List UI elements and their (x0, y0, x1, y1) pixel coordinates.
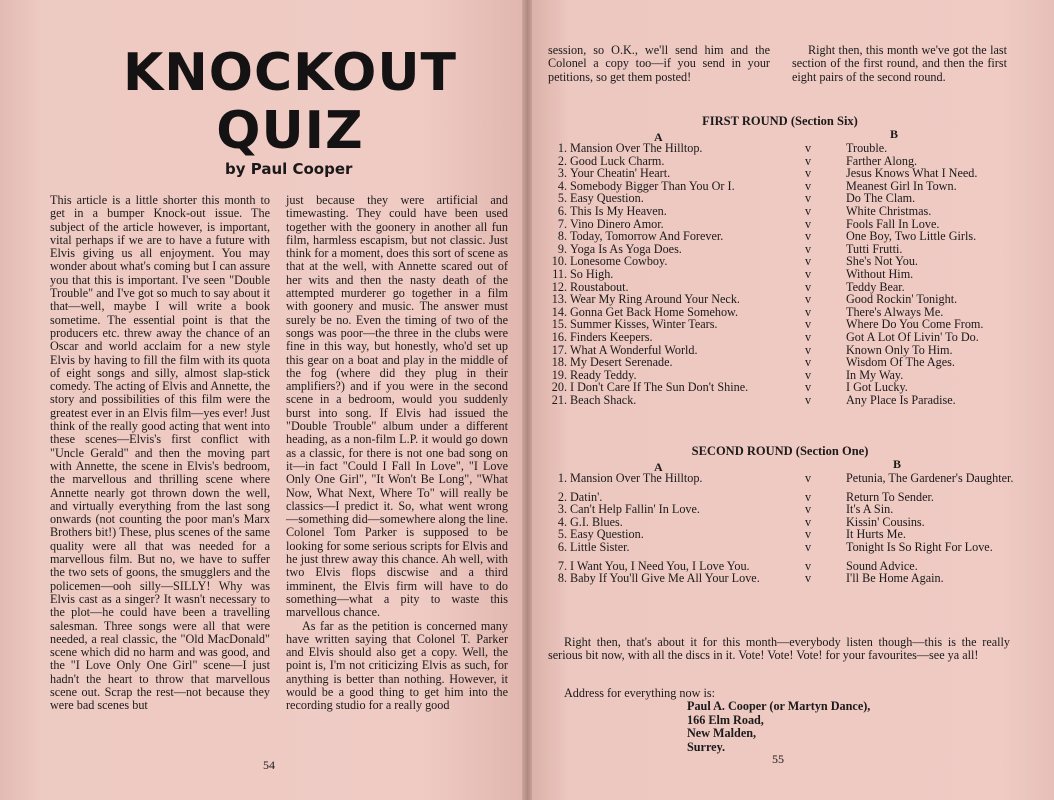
title-line-1: KNOCKOUT (122, 43, 458, 103)
song-a: Ready Teddy. (570, 367, 637, 382)
versus-mark: v (804, 317, 812, 332)
pair-number: 5. (557, 527, 567, 542)
pair-number: 3. (557, 502, 567, 517)
song-a: Vino Dinero Amor. (570, 216, 664, 231)
pair-number: 11. (552, 266, 567, 281)
song-b: Without Him. (846, 266, 914, 281)
closing-text (548, 636, 1010, 663)
pair-number: 5. (557, 191, 567, 206)
song-b: Good Rockin' Tonight. (846, 292, 958, 307)
round1-col-b-label: B (890, 127, 899, 141)
paragraph: As far as the petition is concerned many have written saying that Colonel T. Parker and Elvis should also get a copy. Well, the point is, I'm not criticizing Elvis as such, for anything is better than nothing. However, it would be a good thing to get him into the recording studio for a really good (286, 618, 508, 713)
pair-number: 15. (551, 317, 567, 332)
quiz-pair (548, 356, 1018, 369)
versus-mark: v (804, 141, 812, 155)
round2-col-b-label: B (893, 457, 902, 471)
versus-mark: v (804, 292, 812, 307)
page-number-left: 54 (263, 758, 275, 772)
versus-mark: v (804, 166, 812, 181)
song-a: Datin'. (570, 489, 603, 504)
song-b: Wisdom Of The Ages. (846, 355, 955, 370)
pair-number: 7. (557, 558, 567, 573)
song-b: Petunia, The Gardener's Daughter. (846, 471, 1014, 485)
pair-number: 14. (551, 304, 567, 319)
song-a: Somebody Bigger Than You Or I. (570, 178, 735, 193)
pair-number: 1. (557, 141, 567, 155)
song-a: I Want You, I Need You, I Love You. (570, 558, 750, 573)
versus-mark: v (804, 229, 812, 244)
song-a: Roustabout. (570, 279, 629, 294)
quiz-pair (548, 572, 1018, 585)
versus-mark: v (804, 203, 812, 218)
song-a: Gonna Get Back Home Somehow. (570, 304, 739, 319)
address (687, 700, 870, 754)
song-b: There's Always Me. (846, 304, 944, 319)
pair-number: 6. (557, 203, 567, 218)
versus-mark: v (804, 392, 812, 407)
pair-number: 8. (557, 571, 567, 586)
song-a: Easy Question. (570, 527, 644, 542)
versus-mark: v (804, 558, 812, 573)
quiz-pair (548, 142, 1018, 155)
song-b: It's A Sin. (846, 502, 894, 517)
song-a: Finders Keepers. (570, 329, 653, 344)
quiz-pair (548, 503, 1018, 516)
song-b: Meanest Girl In Town. (846, 178, 957, 193)
song-b: Where Do You Come From. (846, 317, 984, 332)
song-a: Baby If You'll Give Me All Your Love. (570, 571, 760, 586)
song-a: Beach Shack. (570, 392, 637, 407)
versus-mark: v (804, 216, 812, 231)
song-b: Tutti Frutti. (846, 241, 903, 256)
article-title (110, 44, 470, 160)
quiz-pair (548, 230, 1018, 243)
address-line: New Malden, (687, 726, 757, 740)
quiz-pair (548, 268, 1018, 281)
address-label: Address for everything now is: (564, 686, 715, 700)
versus-mark: v (804, 178, 812, 193)
pair-number: 21. (551, 392, 567, 407)
versus-mark: v (804, 489, 812, 504)
song-a: Today, Tomorrow And Forever. (570, 229, 724, 244)
pair-number: 4. (557, 178, 567, 193)
versus-mark: v (804, 367, 812, 382)
versus-mark: v (804, 380, 812, 395)
pair-number: 2. (557, 153, 567, 168)
versus-mark: v (804, 527, 812, 542)
song-a: Yoga Is As Yoga Does. (570, 241, 682, 256)
round1-col-a-label: A (654, 130, 663, 144)
pair-number: 3. (557, 166, 567, 181)
song-b: It Hurts Me. (846, 527, 906, 542)
song-b: Tonight Is So Right For Love. (846, 539, 993, 554)
song-b: I'll Be Home Again. (846, 571, 944, 586)
song-b: She's Not You. (846, 254, 918, 269)
song-a: What A Wonderful World. (570, 342, 698, 357)
round2-list (548, 472, 1018, 585)
page-number-right: 55 (772, 752, 784, 766)
quiz-pair (548, 394, 1018, 407)
pair-number: 20. (551, 380, 567, 395)
address-line: Surrey. (687, 739, 726, 754)
pair-number: 9. (557, 241, 567, 256)
versus-mark: v (804, 241, 812, 256)
versus-mark: v (804, 571, 812, 586)
pair-number: 17. (551, 342, 567, 357)
pair-number: 12. (551, 279, 567, 294)
pair-number: 1. (557, 471, 567, 485)
song-b: Fools Fall In Love. (846, 216, 940, 231)
address-line: Paul A. Cooper (or Martyn Dance), (687, 699, 871, 713)
song-b: One Boy, Two Little Girls. (846, 229, 977, 244)
song-a: Little Sister. (570, 539, 630, 554)
pair-number: 13. (551, 292, 567, 307)
versus-mark: v (804, 254, 812, 269)
pair-number: 16. (551, 329, 567, 344)
song-b: Farther Along. (846, 153, 918, 168)
versus-mark: v (804, 539, 812, 554)
song-b: Got A Lot Of Livin' To Do. (846, 329, 979, 344)
article-column-1 (50, 194, 270, 713)
versus-mark: v (804, 329, 812, 344)
versus-mark: v (804, 514, 812, 529)
song-a: Good Luck Charm. (570, 153, 665, 168)
quiz-pair (548, 293, 1018, 306)
quiz-pair (548, 331, 1018, 344)
round2-title: SECOND ROUND (Section One) (691, 444, 869, 458)
byline: by Paul Cooper (225, 160, 353, 178)
versus-mark: v (804, 191, 812, 206)
song-a: Wear My Ring Around Your Neck. (570, 292, 740, 307)
song-b: Return To Sender. (846, 489, 934, 504)
round1-title: FIRST ROUND (Section Six) (702, 114, 858, 128)
song-b: Known Only To Him. (846, 342, 953, 357)
versus-mark: v (804, 153, 812, 168)
article-column-2 (286, 194, 508, 713)
paragraph: Right then, that's about it for this month—everybody listen though—this is the really serious bit now, with all the discs in it. Vote! Vote! Vote! for your favourites—see ya all! (548, 635, 1010, 663)
song-b: Kissin' Cousins. (846, 514, 925, 529)
address-line: 166 Elm Road, (687, 712, 764, 727)
song-a: This Is My Heaven. (570, 203, 667, 218)
song-b: Sound Advice. (846, 558, 918, 573)
song-a: I Don't Care If The Sun Don't Shine. (570, 380, 749, 395)
round1-list (548, 142, 1018, 406)
pair-number: 10. (551, 254, 567, 269)
pair-number: 2. (557, 489, 567, 504)
quiz-pair (548, 381, 1018, 394)
song-a: Easy Question. (570, 191, 644, 206)
versus-mark: v (804, 471, 812, 485)
quiz-pair (548, 255, 1018, 268)
versus-mark: v (804, 279, 812, 294)
pair-number: 6. (557, 539, 567, 554)
song-b: I Got Lucky. (846, 380, 908, 395)
song-b: Teddy Bear. (846, 279, 905, 294)
song-b: Do The Clam. (846, 191, 916, 206)
versus-mark: v (804, 355, 812, 370)
right-top-column-1: session, so O.K., we'll send him and the Colonel a copy too—if you send in your petitions, so get them posted! (548, 43, 770, 84)
song-b: Any Place Is Paradise. (846, 392, 956, 407)
song-a: My Desert Serenade. (570, 355, 673, 370)
song-b: Jesus Knows What I Need. (846, 166, 978, 181)
round2-col-a-label: A (654, 460, 663, 474)
song-a: Summer Kisses, Winter Tears. (570, 317, 718, 332)
pair-number: 19. (551, 367, 567, 382)
pair-number: 4. (557, 514, 567, 529)
quiz-pair (548, 205, 1018, 218)
song-a: Your Cheatin' Heart. (570, 166, 671, 181)
paragraph: just because they were artificial and timewasting. They could have been used together with the goonery in another all fun film, harmless escapism, but not classic. Just think for a moment, does this sort of scene as that at the well, with Annette scared out of her wits and then the nasty death of the attempted murderer go together in a film with goonery and music. The answer must surely be no. Even the timing of two of the songs was poor—the three in the clubs were fine in this way, but honestly, who'd set up this gear on a boat and play in the middle of the fog (where did they plug in their amplifiers?) and if you were in the second scene in a bedroom, would you suddenly burst into song. If Elvis had issued the "Double Trouble" album under a different heading, as a non-film L.P. it would go down as a classic, for there is not one bad song on it—in fact "Could I Fall In Love", "I Love Only One Girl", "It Won't Be Long", "What Now, What Next, Where To" will really be classics—I predict it. So, what went wrong—something did—somewhere along the line. Colonel Tom Parker is supposed to be looking for some serious scripts for Elvis and he just threw away this chance. Ah well, with two Elvis flops discwise and a third imminent, the Elvis firm will have to do something—what a pity to waste this marvellous chance. (286, 193, 508, 620)
song-a: Lonesome Cowboy. (570, 254, 668, 269)
pair-number: 8. (557, 229, 567, 244)
book-gutter (522, 0, 532, 800)
song-a: Can't Help Fallin' In Love. (570, 502, 700, 517)
quiz-pair (548, 472, 1018, 485)
song-a: So High. (570, 266, 614, 281)
song-b: Trouble. (846, 141, 888, 155)
versus-mark: v (804, 304, 812, 319)
versus-mark: v (804, 342, 812, 357)
quiz-pair (548, 167, 1018, 180)
song-a: Mansion Over The Hilltop. (570, 141, 703, 155)
versus-mark: v (804, 266, 812, 281)
song-a: Mansion Over The Hilltop. (570, 471, 703, 485)
paragraph: Right then, this month we've got the last section of the first round, and then the first eight pairs of the second round. (792, 43, 1007, 84)
versus-mark: v (804, 502, 812, 517)
title-line-2: QUIZ (216, 101, 364, 161)
song-a: G.I. Blues. (570, 514, 623, 529)
song-b: White Christmas. (846, 203, 932, 218)
quiz-pair (548, 541, 1018, 554)
right-top-column-2 (792, 44, 1007, 84)
paragraph: This article is a little shorter this month to get in a bumper Knock-out issue. The subject of the article however, is important, vital perhaps if we are to have a future with Elvis giving us all enjoyment. You may wonder about what's coming but I can assure you that this is important. I've seen "Double Trouble" and I've got so much to say about it that—well, maybe I will write a book sometime. The essential point is that the producers etc. threw away the chance of an Oscar and world acclaim for a new style Elvis by having to fill the film with its quota of eight songs and silly, almost slap-stick comedy. The acting of Elvis and Annette, the story and possibilities of this film were the greatest ever in an Elvis film—yes ever! Just think of the really good acting that went into these scenes—Elvis's first conflict with "Uncle Gerald" and then the moving part with Annette, the scene in Elvis's bedroom, the marvellous and thrilling scene where Annette nearly got thrown down the well, and virtually everything from the last song onwards (not counting the poor man's Marx Brothers bit!) These, plus scenes of the same quality were all that was needed for a marvellous film. But no, we have to suffer the two sets of goons, the smugglers and the policemen—ooh silly—SILLY! Why was Elvis cast as a singer? It wasn't necessary to the plot—he could have been a travelling salesman. Three songs were all that were needed, a real classic, the "Old MacDonald" scene which did no harm and was good, and the "I Love Only One Girl" scene—I just hadn't the heart to throw that marvellous scene out. Scrap the rest—not because they were bad scenes but (50, 193, 270, 713)
pair-number: 7. (557, 216, 567, 231)
song-b: In My Way. (846, 367, 904, 382)
pair-number: 18. (551, 355, 567, 370)
